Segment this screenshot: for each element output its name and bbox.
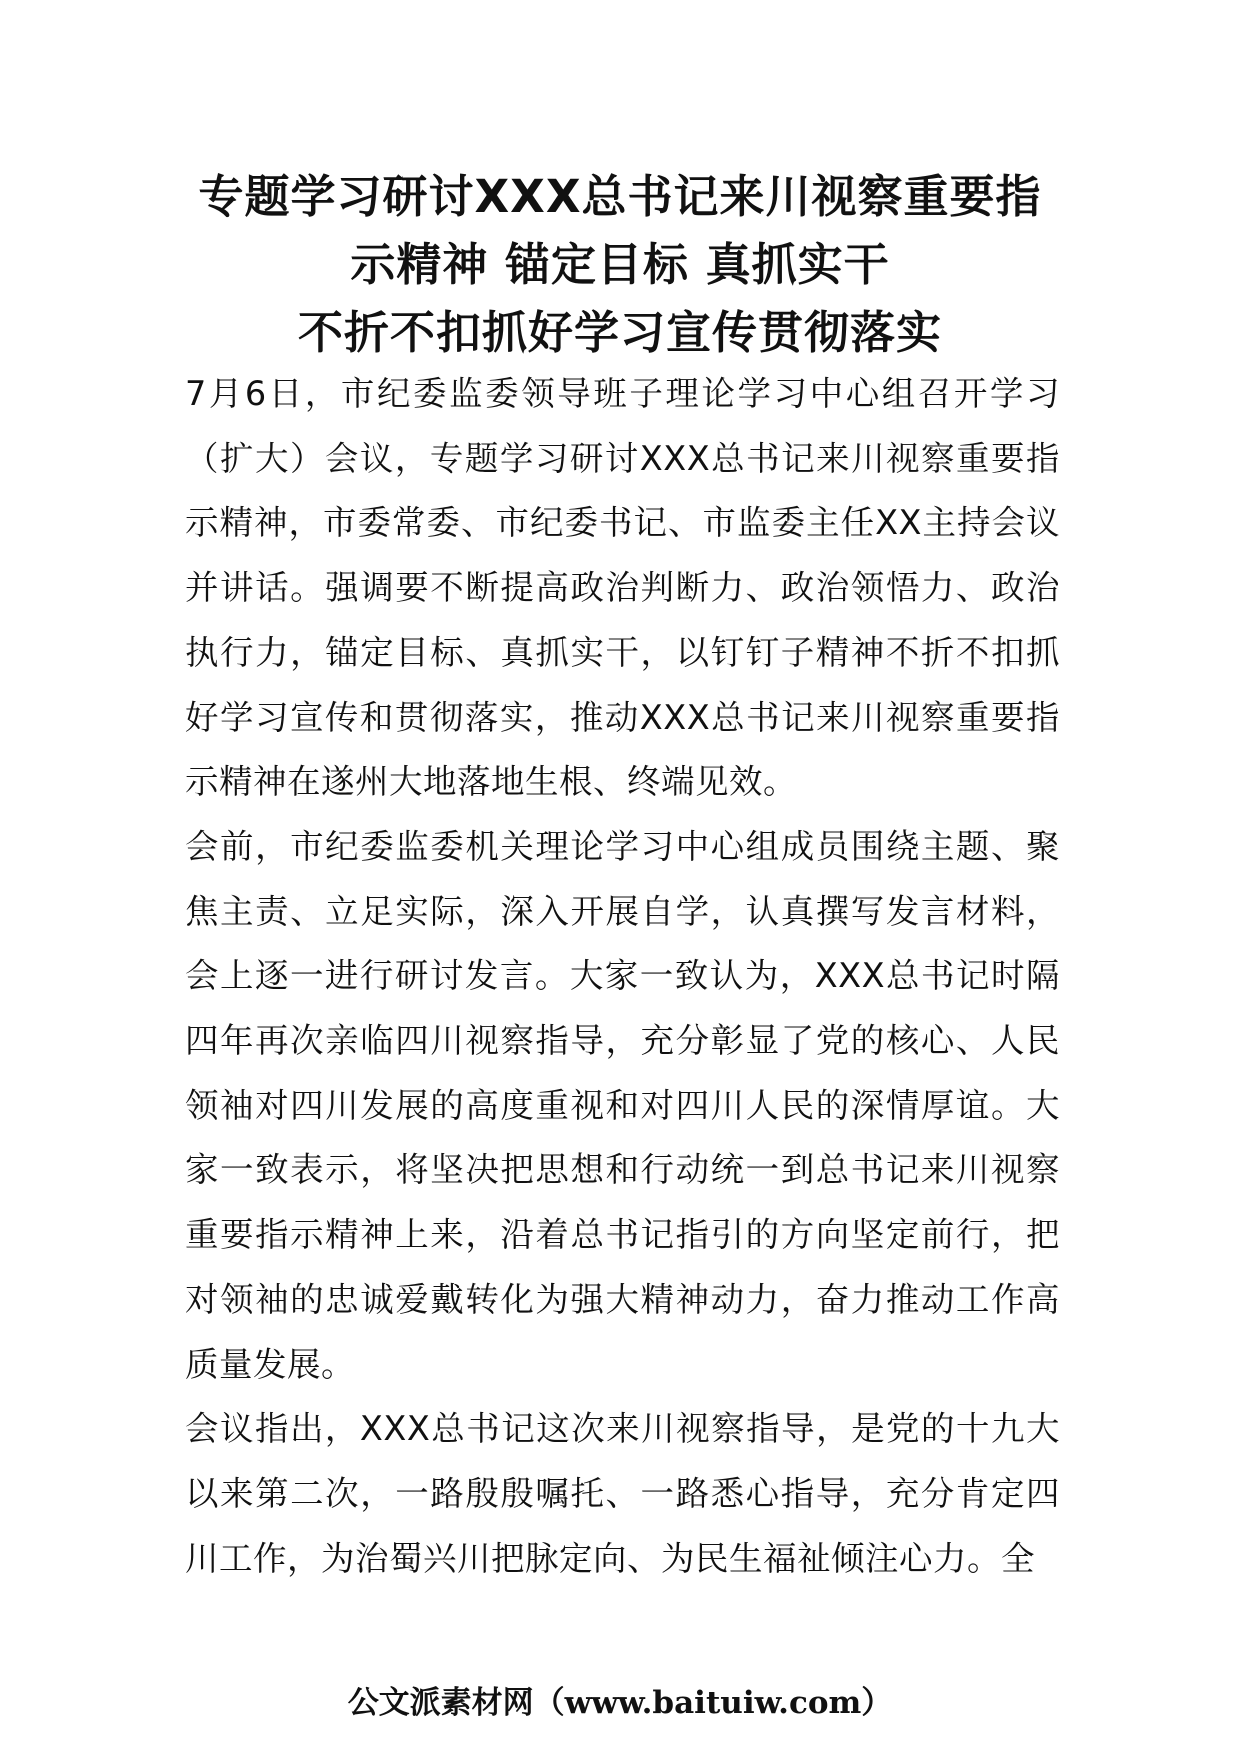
title-line-3: 不折不扣抓好学习宣传贯彻落实: [297, 306, 942, 359]
body-paragraph-1: 7月6日，市纪委监委领导班子理论学习中心组召开学习（扩大）会议，专题学习研讨XXX总书记来川视察重要指示精神，市委常委、市纪委书记、市监委主任XX主持会议并讲话。强调要不断提高政治判断力、政治领悟力、政治执行力，锚定目标、真抓实干，以钉钉子精神不折不扣抓好学习宣传和贯彻落实，推动XXX总书记来川视察重要指示精神在遂州大地落地生根、终端见效。: [185, 374, 1060, 802]
body-paragraph-3: 会议指出，XXX总书记这次来川视察指导，是党的十九大以来第二次，一路殷殷嘱托、一路悉心指导，充分肯定四川工作，为治蜀兴川把脉定向、为民生福祉倾注心力。全: [185, 1409, 1060, 1578]
title-line-2: 示精神 锚定目标 真抓实干: [350, 238, 890, 291]
title-line-1: 专题学习研讨XXX总书记来川视察重要指: [198, 170, 1042, 223]
document-title: [160, 163, 1080, 367]
watermark-footer: 公文派素材网（www.baituiw.com）: [347, 1685, 893, 1721]
document-body: [185, 362, 1060, 1591]
body-paragraph-2: 会前，市纪委监委机关理论学习中心组成员围绕主题、聚焦主责、立足实际，深入开展自学，认真撰写发言材料，会上逐一进行研讨发言。大家一致认为，XXX总书记时隔四年再次亲临四川视察指导，充分彰显了党的核心、人民领袖对四川发展的高度重视和对四川人民的深情厚谊。大家一致表示，将坚决把思想和行动统一到总书记来川视察重要指示精神上来，沿着总书记指引的方向坚定前行，把对领袖的忠诚爱戴转化为强大精神动力，奋力推动工作高质量发展。: [185, 826, 1060, 1384]
